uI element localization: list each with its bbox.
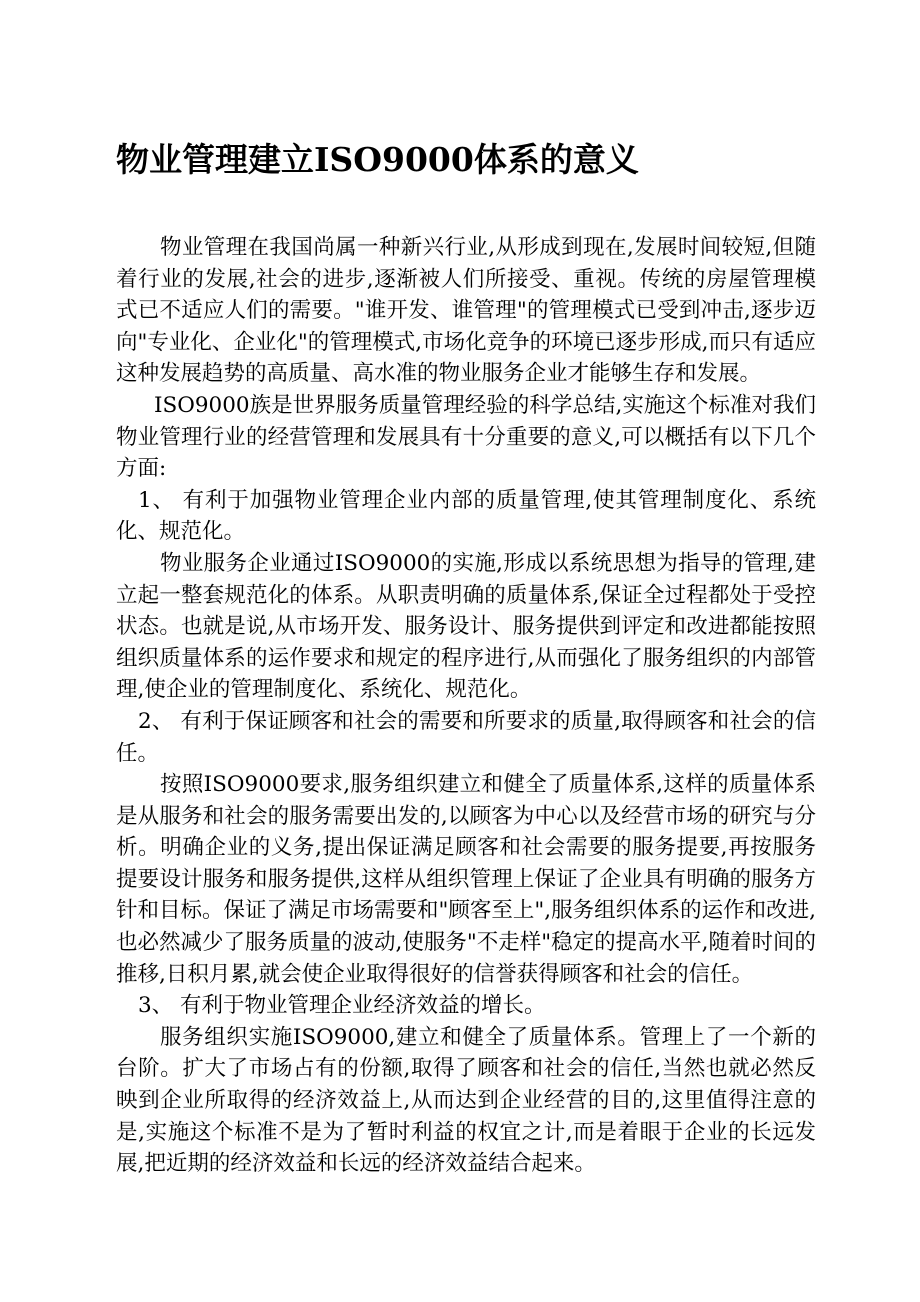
document-title: 物业管理建立ISO9000体系的意义 (116, 140, 639, 179)
list-item-2: 2、 有利于保证顾客和社会的需要和所要求的质量,取得顾客和社会的信任。 (116, 708, 816, 766)
paragraph-intro: 物业管理在我国尚属一种新兴行业,从形成到现在,发展时间较短,但随着行业的发展,社会的进步,逐渐被人们所接受、重视。传统的房屋管理模式已不适应人们的需要。"谁开发、谁管理"的管理模式已受到冲击,逐步迈向"专业化、企业化"的管理模式,市场化竞争的环境已逐步形成,而只有适应这种发展趋势的高质量、高水准的物业服务企业才能够生存和发展。 (116, 235, 816, 387)
paragraph-iso-overview: ISO9000族是世界服务质量管理经验的科学总结,实施这个标准对我们物业管理行业的经营管理和发展具有十分重要的意义,可以概括有以下几个方面: (116, 392, 816, 482)
list-item-3: 3、 有利于物业管理企业经济效益的增长。 (138, 993, 546, 1019)
document-body (116, 232, 816, 1180)
paragraph-item-3-detail: 服务组织实施ISO9000,建立和健全了质量体系。管理上了一个新的台阶。扩大了市场占有的份额,取得了顾客和社会的信任,当然也就必然反映到企业所取得的经济效益上,从而达到企业经营的目的,这里值得注意的是,实施这个标准不是为了暂时利益的权宜之计,而是着眼于企业的长远发展,把近期的经济效益和长远的经济效益结合起来。 (116, 1024, 816, 1177)
paragraph-item-2-detail: 按照ISO9000要求,服务组织建立和健全了质量体系,这样的质量体系是从服务和社会的服务需要出发的,以顾客为中心以及经营市场的研究与分析。明确企业的义务,提出保证满足顾客和社会需要的服务提要,再按服务提要设计服务和服务提供,这样从组织管理上保证了企业具有明确的服务方针和目标。保证了满足市场需要和"顾客至上",服务组织体系的运作和改进,也必然减少了服务质量的波动,使服务"不走样"稳定的提高水平,随着时间的推移,日积月累,就会使企业取得很好的信誉获得顾客和社会的信任。 (116, 772, 816, 987)
list-item-1: 1、 有利于加强物业管理企业内部的质量管理,使其管理制度化、系统化、规范化。 (116, 487, 816, 545)
paragraph-item-1-detail: 物业服务企业通过ISO9000的实施,形成以系统思想为指导的管理,建立起一整套规范化的体系。从职责明确的质量体系,保证全过程都处于受控状态。也就是说,从市场开发、服务设计、服务提供到评定和改进都能按照组织质量体系的运作要求和规定的程序进行,从而强化了服务组织的内部管理,使企业的管理制度化、系统化、规范化。 (116, 550, 816, 703)
